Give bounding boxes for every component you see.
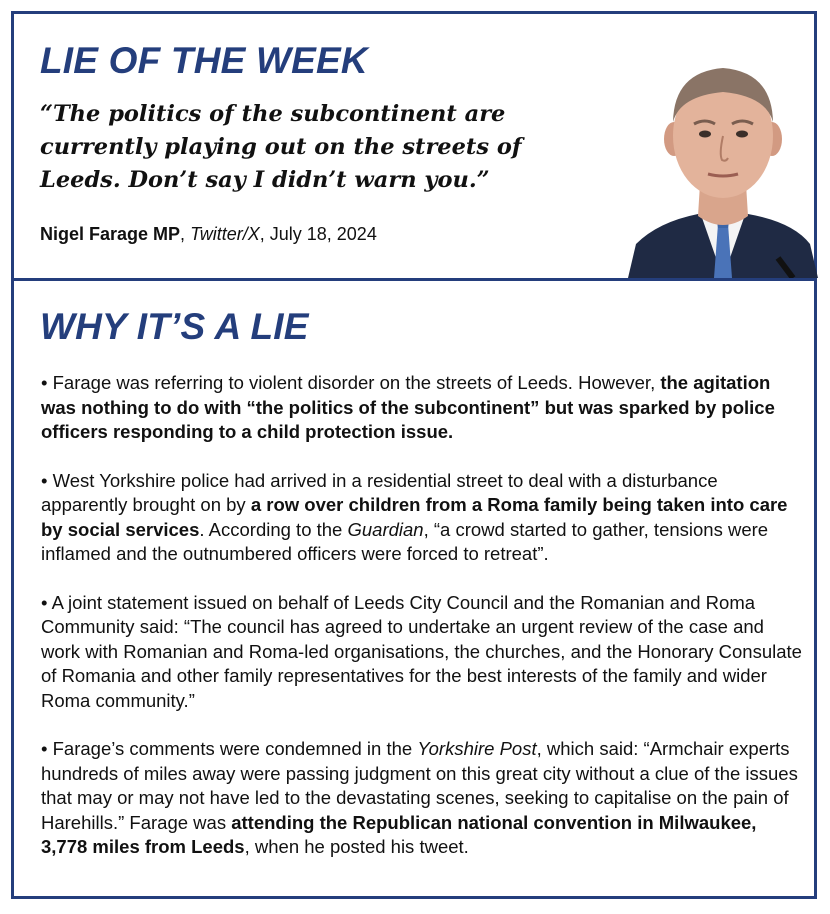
attribution-separator: , — [259, 224, 270, 244]
text-run: , “a crowd started to gather, tensions were inflamed and the outnumbered officers were forced to retreat”. — [41, 518, 769, 564]
paragraph-3 — [41, 591, 806, 714]
attribution-name: Nigel Farage MP — [40, 224, 181, 244]
paragraph-4 — [41, 737, 806, 860]
lie-of-the-week-title: LIE OF THE WEEK — [40, 40, 368, 81]
bold-text-run: attending the Republican national convention in Milwaukee, 3,778 miles from Leeds — [41, 811, 757, 857]
paragraph-2 — [41, 469, 806, 567]
italic-text-run: Guardian — [347, 518, 424, 540]
paragraph-1 — [41, 371, 806, 445]
bold-text-run: the agitation was nothing to do with “the politics of the subcontinent” but was sparked by police officers responding to a child protection issue. — [41, 372, 775, 442]
why-its-a-lie-title: WHY IT’S A LIE — [40, 306, 309, 347]
attribution-separator: , — [180, 224, 191, 244]
text-run: • A joint statement issued on behalf of Leeds City Council and the Romanian and Roma Community said: “The council has agreed to undertake an urgent review of the case and work with Romanian and Roma-led organisations, the churches, and the Honorary Consulate of Romania and other family representatives for the best interests of the family and wider Roma community.” — [41, 591, 802, 711]
text-run: • West Yorkshire police had arrived in a residential street to deal with a disturbance apparently brought on by — [41, 469, 718, 515]
text-run: • Farage’s comments were condemned in the — [41, 738, 418, 759]
text-run: • Farage was referring to violent disorder on the streets of Leeds. However, — [41, 372, 661, 393]
attribution-date: July 18, 2024 — [269, 224, 377, 244]
article-body — [41, 371, 806, 884]
man-in-suit-portrait-icon — [628, 44, 818, 278]
bold-text-run: a row over children from a Roma family being taken into care by social services — [41, 494, 788, 540]
article-card — [11, 11, 817, 899]
attribution — [40, 224, 377, 245]
section-divider — [14, 278, 814, 281]
text-run: . According to the — [199, 518, 348, 540]
portrait-photo — [628, 44, 818, 278]
text-run: , which said: “Armchair experts hundreds of miles away were passing judgment on this great city without a clue of the issues that may or may not have led to the devastating scenes, seeking to capitalise on the pain of Harehills.” Farage was — [41, 738, 798, 833]
quote: “The politics of the subcontinent are currently playing out on the streets of Leeds. Don’t say I didn’t warn you.” — [40, 101, 522, 193]
text-run: , when he posted his tweet. — [244, 836, 469, 857]
italic-text-run: Yorkshire Post — [417, 738, 537, 759]
attribution-source: Twitter/X — [190, 224, 260, 244]
